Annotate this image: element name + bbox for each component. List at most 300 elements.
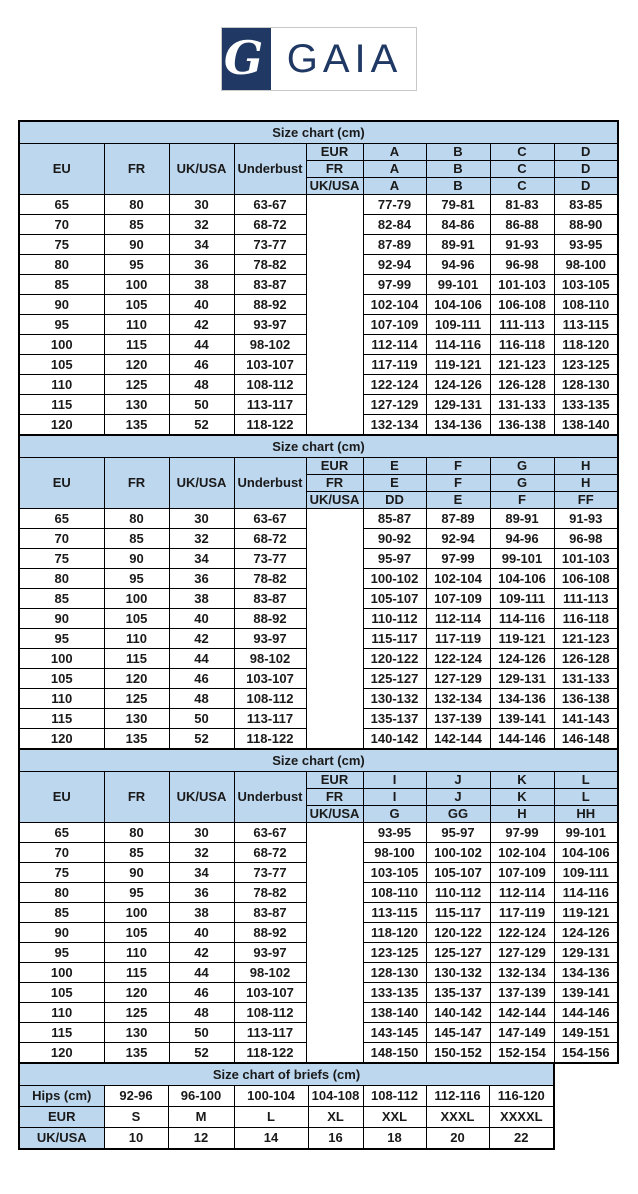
cell-eu: 85	[19, 275, 104, 295]
cell-underbust: 113-117	[234, 1023, 306, 1043]
cell-bust-range: 132-134	[490, 963, 554, 983]
cell-eu: 110	[19, 375, 104, 395]
cell-uk-usa: 34	[169, 549, 234, 569]
cup-size-header: J	[426, 789, 490, 806]
cell-uk-usa: 38	[169, 903, 234, 923]
cell-bust-range: 101-103	[554, 549, 618, 569]
briefs-cell: 18	[363, 1128, 426, 1150]
cup-size-header: FF	[554, 492, 618, 509]
logo-area	[0, 0, 638, 91]
cell-eu: 65	[19, 823, 104, 843]
cell-bust-range: 144-146	[490, 729, 554, 750]
cell-fr: 110	[104, 315, 169, 335]
cell-fr: 115	[104, 963, 169, 983]
cell-bust-range: 84-86	[426, 215, 490, 235]
cell-bust-range: 131-133	[554, 669, 618, 689]
cell-bust-range: 127-129	[426, 669, 490, 689]
cup-size-header: A	[363, 178, 426, 195]
cup-size-header: G	[363, 806, 426, 823]
cell-fr: 95	[104, 883, 169, 903]
cell-fr: 130	[104, 395, 169, 415]
cell-fr: 135	[104, 415, 169, 436]
cell-underbust: 93-97	[234, 629, 306, 649]
cell-bust-range: 110-112	[363, 609, 426, 629]
cell-bust-range: 145-147	[426, 1023, 490, 1043]
cell-fr: 105	[104, 609, 169, 629]
cell-fr: 125	[104, 689, 169, 709]
cell-bust-range: 92-94	[363, 255, 426, 275]
cell-bust-range: 137-139	[490, 983, 554, 1003]
standard-label: FR	[306, 789, 363, 806]
cell-bust-range: 137-139	[426, 709, 490, 729]
logo-g-monogram-icon	[222, 28, 271, 90]
cell-eu: 80	[19, 569, 104, 589]
cell-bust-range: 119-121	[554, 903, 618, 923]
briefs-cell: S	[104, 1107, 168, 1128]
cell-underbust: 93-97	[234, 943, 306, 963]
cell-bust-range: 103-105	[363, 863, 426, 883]
cell-underbust: 98-102	[234, 963, 306, 983]
cell-underbust: 118-122	[234, 1043, 306, 1064]
column-header: Underbust	[234, 144, 306, 195]
column-header: FR	[104, 144, 169, 195]
cell-bust-range: 118-120	[554, 335, 618, 355]
briefs-chart-table	[18, 1062, 555, 1150]
cell-eu: 120	[19, 1043, 104, 1064]
size-chart-table-3	[18, 748, 619, 1064]
briefs-cell: XXXXL	[489, 1107, 554, 1128]
cell-eu: 80	[19, 883, 104, 903]
cell-eu: 110	[19, 1003, 104, 1023]
cell-fr: 80	[104, 823, 169, 843]
cell-bust-range: 128-130	[363, 963, 426, 983]
cell-underbust: 63-67	[234, 823, 306, 843]
cell-underbust: 83-87	[234, 903, 306, 923]
cell-bust-range: 96-98	[490, 255, 554, 275]
cell-bust-range: 97-99	[490, 823, 554, 843]
spacer-cell	[306, 823, 363, 1064]
cell-bust-range: 134-136	[490, 689, 554, 709]
cell-bust-range: 111-113	[554, 589, 618, 609]
size-row	[19, 823, 618, 843]
cup-size-header: H	[554, 475, 618, 492]
cell-bust-range: 139-141	[490, 709, 554, 729]
cell-uk-usa: 36	[169, 569, 234, 589]
cell-bust-range: 109-111	[490, 589, 554, 609]
briefs-row-label: Hips (cm)	[19, 1086, 104, 1107]
cell-bust-range: 103-105	[554, 275, 618, 295]
cup-size-header: F	[426, 475, 490, 492]
cell-fr: 130	[104, 709, 169, 729]
cell-bust-range: 106-108	[554, 569, 618, 589]
cell-underbust: 93-97	[234, 315, 306, 335]
spacer-cell	[306, 195, 363, 436]
cell-fr: 100	[104, 275, 169, 295]
cell-bust-range: 134-136	[426, 415, 490, 436]
cup-size-header: A	[363, 161, 426, 178]
cell-bust-range: 119-121	[490, 629, 554, 649]
cell-bust-range: 124-126	[426, 375, 490, 395]
cell-eu: 70	[19, 843, 104, 863]
table-title: Size chart of briefs (cm)	[19, 1063, 554, 1086]
cup-size-header: K	[490, 772, 554, 789]
cell-eu: 90	[19, 295, 104, 315]
cell-underbust: 88-92	[234, 295, 306, 315]
cell-uk-usa: 34	[169, 235, 234, 255]
cell-uk-usa: 52	[169, 415, 234, 436]
cup-size-header: D	[554, 144, 618, 161]
cell-bust-range: 90-92	[363, 529, 426, 549]
cell-fr: 135	[104, 729, 169, 750]
cell-uk-usa: 52	[169, 1043, 234, 1064]
cell-bust-range: 136-138	[490, 415, 554, 436]
cell-eu: 65	[19, 509, 104, 529]
cup-size-header: C	[490, 144, 554, 161]
column-header: UK/USA	[169, 772, 234, 823]
cell-bust-range: 130-132	[426, 963, 490, 983]
cell-uk-usa: 40	[169, 923, 234, 943]
cell-uk-usa: 34	[169, 863, 234, 883]
cup-header-row	[19, 458, 618, 475]
cell-uk-usa: 32	[169, 843, 234, 863]
standard-label: UK/USA	[306, 806, 363, 823]
cell-fr: 80	[104, 509, 169, 529]
cup-size-header: E	[363, 475, 426, 492]
cell-bust-range: 115-117	[363, 629, 426, 649]
cell-underbust: 83-87	[234, 589, 306, 609]
cell-bust-range: 109-111	[554, 863, 618, 883]
cell-underbust: 108-112	[234, 1003, 306, 1023]
column-header: Underbust	[234, 458, 306, 509]
briefs-row	[19, 1107, 554, 1128]
cell-eu: 100	[19, 649, 104, 669]
briefs-cell: 96-100	[168, 1086, 234, 1107]
cell-bust-range: 109-111	[426, 315, 490, 335]
cell-bust-range: 105-107	[426, 863, 490, 883]
briefs-row	[19, 1086, 554, 1107]
cell-bust-range: 77-79	[363, 195, 426, 215]
cell-eu: 90	[19, 923, 104, 943]
cell-bust-range: 133-135	[363, 983, 426, 1003]
cell-bust-range: 119-121	[426, 355, 490, 375]
cup-size-header: H	[490, 806, 554, 823]
cell-underbust: 113-117	[234, 395, 306, 415]
cell-bust-range: 126-128	[554, 649, 618, 669]
cell-underbust: 108-112	[234, 375, 306, 395]
cell-fr: 85	[104, 529, 169, 549]
cell-bust-range: 95-97	[363, 549, 426, 569]
standard-label: EUR	[306, 458, 363, 475]
table-title-row	[19, 121, 618, 144]
cell-uk-usa: 50	[169, 395, 234, 415]
cell-bust-range: 116-118	[490, 335, 554, 355]
size-chart-table-1	[18, 120, 619, 436]
cell-bust-range: 142-144	[426, 729, 490, 750]
cell-bust-range: 99-101	[490, 549, 554, 569]
cell-bust-range: 97-99	[363, 275, 426, 295]
cell-bust-range: 97-99	[426, 549, 490, 569]
cell-bust-range: 146-148	[554, 729, 618, 750]
cell-fr: 90	[104, 549, 169, 569]
cell-underbust: 103-107	[234, 669, 306, 689]
cell-bust-range: 113-115	[363, 903, 426, 923]
cell-uk-usa: 32	[169, 215, 234, 235]
cell-underbust: 103-107	[234, 983, 306, 1003]
cell-bust-range: 102-104	[363, 295, 426, 315]
cell-uk-usa: 48	[169, 1003, 234, 1023]
cell-bust-range: 107-109	[363, 315, 426, 335]
table-title: Size chart (cm)	[19, 121, 618, 144]
cup-size-header: C	[490, 161, 554, 178]
gaia-logo	[221, 27, 417, 91]
cell-eu: 75	[19, 235, 104, 255]
column-header: EU	[19, 144, 104, 195]
standard-label: EUR	[306, 144, 363, 161]
cell-underbust: 78-82	[234, 569, 306, 589]
briefs-cell: L	[234, 1107, 308, 1128]
cell-bust-range: 117-119	[363, 355, 426, 375]
cell-fr: 95	[104, 255, 169, 275]
cell-bust-range: 140-142	[426, 1003, 490, 1023]
cell-uk-usa: 50	[169, 709, 234, 729]
cell-bust-range: 91-93	[490, 235, 554, 255]
cell-bust-range: 118-120	[363, 923, 426, 943]
cup-size-header: H	[554, 458, 618, 475]
cell-bust-range: 123-125	[363, 943, 426, 963]
cell-fr: 85	[104, 843, 169, 863]
cell-underbust: 73-77	[234, 863, 306, 883]
cell-bust-range: 136-138	[554, 689, 618, 709]
column-header: Underbust	[234, 772, 306, 823]
cell-uk-usa: 46	[169, 669, 234, 689]
cell-bust-range: 139-141	[554, 983, 618, 1003]
cell-underbust: 63-67	[234, 195, 306, 215]
cell-underbust: 88-92	[234, 609, 306, 629]
cup-size-header: L	[554, 789, 618, 806]
cell-eu: 70	[19, 215, 104, 235]
cup-size-header: G	[490, 475, 554, 492]
cell-bust-range: 85-87	[363, 509, 426, 529]
cell-bust-range: 135-137	[426, 983, 490, 1003]
cell-bust-range: 114-116	[426, 335, 490, 355]
cell-bust-range: 125-127	[363, 669, 426, 689]
cell-bust-range: 144-146	[554, 1003, 618, 1023]
table-title-row	[19, 435, 618, 458]
charts-container	[18, 120, 638, 1150]
cell-fr: 120	[104, 983, 169, 1003]
cell-bust-range: 124-126	[490, 649, 554, 669]
table-title: Size chart (cm)	[19, 435, 618, 458]
cell-bust-range: 131-133	[490, 395, 554, 415]
cup-size-header: G	[490, 458, 554, 475]
size-row	[19, 509, 618, 529]
cell-bust-range: 104-106	[554, 843, 618, 863]
briefs-cell: 108-112	[363, 1086, 426, 1107]
briefs-cell: 100-104	[234, 1086, 308, 1107]
cell-fr: 115	[104, 649, 169, 669]
cell-bust-range: 149-151	[554, 1023, 618, 1043]
cell-eu: 105	[19, 355, 104, 375]
cell-bust-range: 152-154	[490, 1043, 554, 1064]
cell-bust-range: 112-114	[363, 335, 426, 355]
cell-bust-range: 154-156	[554, 1043, 618, 1064]
cell-bust-range: 91-93	[554, 509, 618, 529]
cell-bust-range: 127-129	[363, 395, 426, 415]
cell-underbust: 78-82	[234, 883, 306, 903]
cell-bust-range: 129-131	[490, 669, 554, 689]
cell-bust-range: 134-136	[554, 963, 618, 983]
cell-underbust: 103-107	[234, 355, 306, 375]
cell-bust-range: 112-114	[426, 609, 490, 629]
briefs-cell: 112-116	[426, 1086, 489, 1107]
briefs-cell: 104-108	[308, 1086, 363, 1107]
cell-bust-range: 94-96	[490, 529, 554, 549]
cell-uk-usa: 46	[169, 983, 234, 1003]
cup-size-header: HH	[554, 806, 618, 823]
cell-eu: 115	[19, 1023, 104, 1043]
cell-bust-range: 87-89	[363, 235, 426, 255]
standard-label: FR	[306, 161, 363, 178]
cell-uk-usa: 40	[169, 295, 234, 315]
cell-bust-range: 98-100	[363, 843, 426, 863]
cell-fr: 95	[104, 569, 169, 589]
cell-underbust: 118-122	[234, 415, 306, 436]
cell-bust-range: 101-103	[490, 275, 554, 295]
briefs-cell: 22	[489, 1128, 554, 1150]
cell-fr: 105	[104, 923, 169, 943]
cell-bust-range: 138-140	[554, 415, 618, 436]
standard-label: UK/USA	[306, 178, 363, 195]
cup-size-header: A	[363, 144, 426, 161]
cell-bust-range: 100-102	[363, 569, 426, 589]
cell-eu: 65	[19, 195, 104, 215]
table-title: Size chart (cm)	[19, 749, 618, 772]
cell-fr: 120	[104, 355, 169, 375]
cell-eu: 95	[19, 315, 104, 335]
cell-bust-range: 82-84	[363, 215, 426, 235]
briefs-cell: 116-120	[489, 1086, 554, 1107]
cell-uk-usa: 30	[169, 509, 234, 529]
table-title-row	[19, 1063, 554, 1086]
cell-bust-range: 132-134	[426, 689, 490, 709]
cell-bust-range: 95-97	[426, 823, 490, 843]
cell-bust-range: 116-118	[554, 609, 618, 629]
cell-underbust: 83-87	[234, 275, 306, 295]
cell-eu: 115	[19, 709, 104, 729]
cell-uk-usa: 44	[169, 963, 234, 983]
cell-bust-range: 79-81	[426, 195, 490, 215]
cup-size-header: B	[426, 178, 490, 195]
cell-eu: 110	[19, 689, 104, 709]
briefs-cell: 16	[308, 1128, 363, 1150]
cell-bust-range: 135-137	[363, 709, 426, 729]
table-title-row	[19, 749, 618, 772]
cell-bust-range: 111-113	[490, 315, 554, 335]
cell-eu: 95	[19, 943, 104, 963]
cell-bust-range: 128-130	[554, 375, 618, 395]
standard-label: UK/USA	[306, 492, 363, 509]
cell-underbust: 73-77	[234, 549, 306, 569]
cell-bust-range: 150-152	[426, 1043, 490, 1064]
cell-bust-range: 127-129	[490, 943, 554, 963]
cup-size-header: C	[490, 178, 554, 195]
cell-underbust: 108-112	[234, 689, 306, 709]
cell-bust-range: 123-125	[554, 355, 618, 375]
cell-uk-usa: 30	[169, 195, 234, 215]
cell-bust-range: 133-135	[554, 395, 618, 415]
cell-bust-range: 89-91	[490, 509, 554, 529]
cup-size-header: B	[426, 144, 490, 161]
cell-eu: 120	[19, 729, 104, 750]
cell-fr: 100	[104, 589, 169, 609]
cell-bust-range: 92-94	[426, 529, 490, 549]
cup-size-header: F	[490, 492, 554, 509]
cell-bust-range: 122-124	[363, 375, 426, 395]
cell-underbust: 73-77	[234, 235, 306, 255]
cell-underbust: 113-117	[234, 709, 306, 729]
column-header: EU	[19, 772, 104, 823]
cell-underbust: 98-102	[234, 649, 306, 669]
cell-uk-usa: 50	[169, 1023, 234, 1043]
cell-bust-range: 132-134	[363, 415, 426, 436]
cell-underbust: 78-82	[234, 255, 306, 275]
cell-uk-usa: 46	[169, 355, 234, 375]
cell-bust-range: 121-123	[490, 355, 554, 375]
cell-bust-range: 115-117	[426, 903, 490, 923]
cell-underbust: 98-102	[234, 335, 306, 355]
cell-eu: 115	[19, 395, 104, 415]
cell-fr: 135	[104, 1043, 169, 1064]
cell-bust-range: 114-116	[554, 883, 618, 903]
size-chart-table-2	[18, 434, 619, 750]
column-header: FR	[104, 458, 169, 509]
briefs-cell: XXL	[363, 1107, 426, 1128]
cell-bust-range: 121-123	[554, 629, 618, 649]
cell-bust-range: 94-96	[426, 255, 490, 275]
cell-fr: 90	[104, 235, 169, 255]
column-header: UK/USA	[169, 144, 234, 195]
cup-header-row	[19, 772, 618, 789]
standard-label: EUR	[306, 772, 363, 789]
cup-size-header: B	[426, 161, 490, 178]
cell-bust-range: 142-144	[490, 1003, 554, 1023]
cell-fr: 100	[104, 903, 169, 923]
cell-bust-range: 129-131	[554, 943, 618, 963]
cell-bust-range: 102-104	[490, 843, 554, 863]
cell-fr: 85	[104, 215, 169, 235]
spacer-cell	[306, 509, 363, 750]
cell-bust-range: 113-115	[554, 315, 618, 335]
cell-bust-range: 138-140	[363, 1003, 426, 1023]
cell-underbust: 68-72	[234, 215, 306, 235]
cell-fr: 120	[104, 669, 169, 689]
cell-bust-range: 108-110	[363, 883, 426, 903]
cell-uk-usa: 48	[169, 375, 234, 395]
logo-monogram-letter: G	[223, 31, 264, 85]
briefs-cell: 14	[234, 1128, 308, 1150]
cell-bust-range: 120-122	[363, 649, 426, 669]
cell-fr: 110	[104, 629, 169, 649]
cell-bust-range: 89-91	[426, 235, 490, 255]
cell-uk-usa: 32	[169, 529, 234, 549]
cell-bust-range: 99-101	[426, 275, 490, 295]
cell-bust-range: 96-98	[554, 529, 618, 549]
column-header: FR	[104, 772, 169, 823]
cup-size-header: L	[554, 772, 618, 789]
cell-bust-range: 104-106	[490, 569, 554, 589]
cell-bust-range: 86-88	[490, 215, 554, 235]
briefs-cell: 12	[168, 1128, 234, 1150]
